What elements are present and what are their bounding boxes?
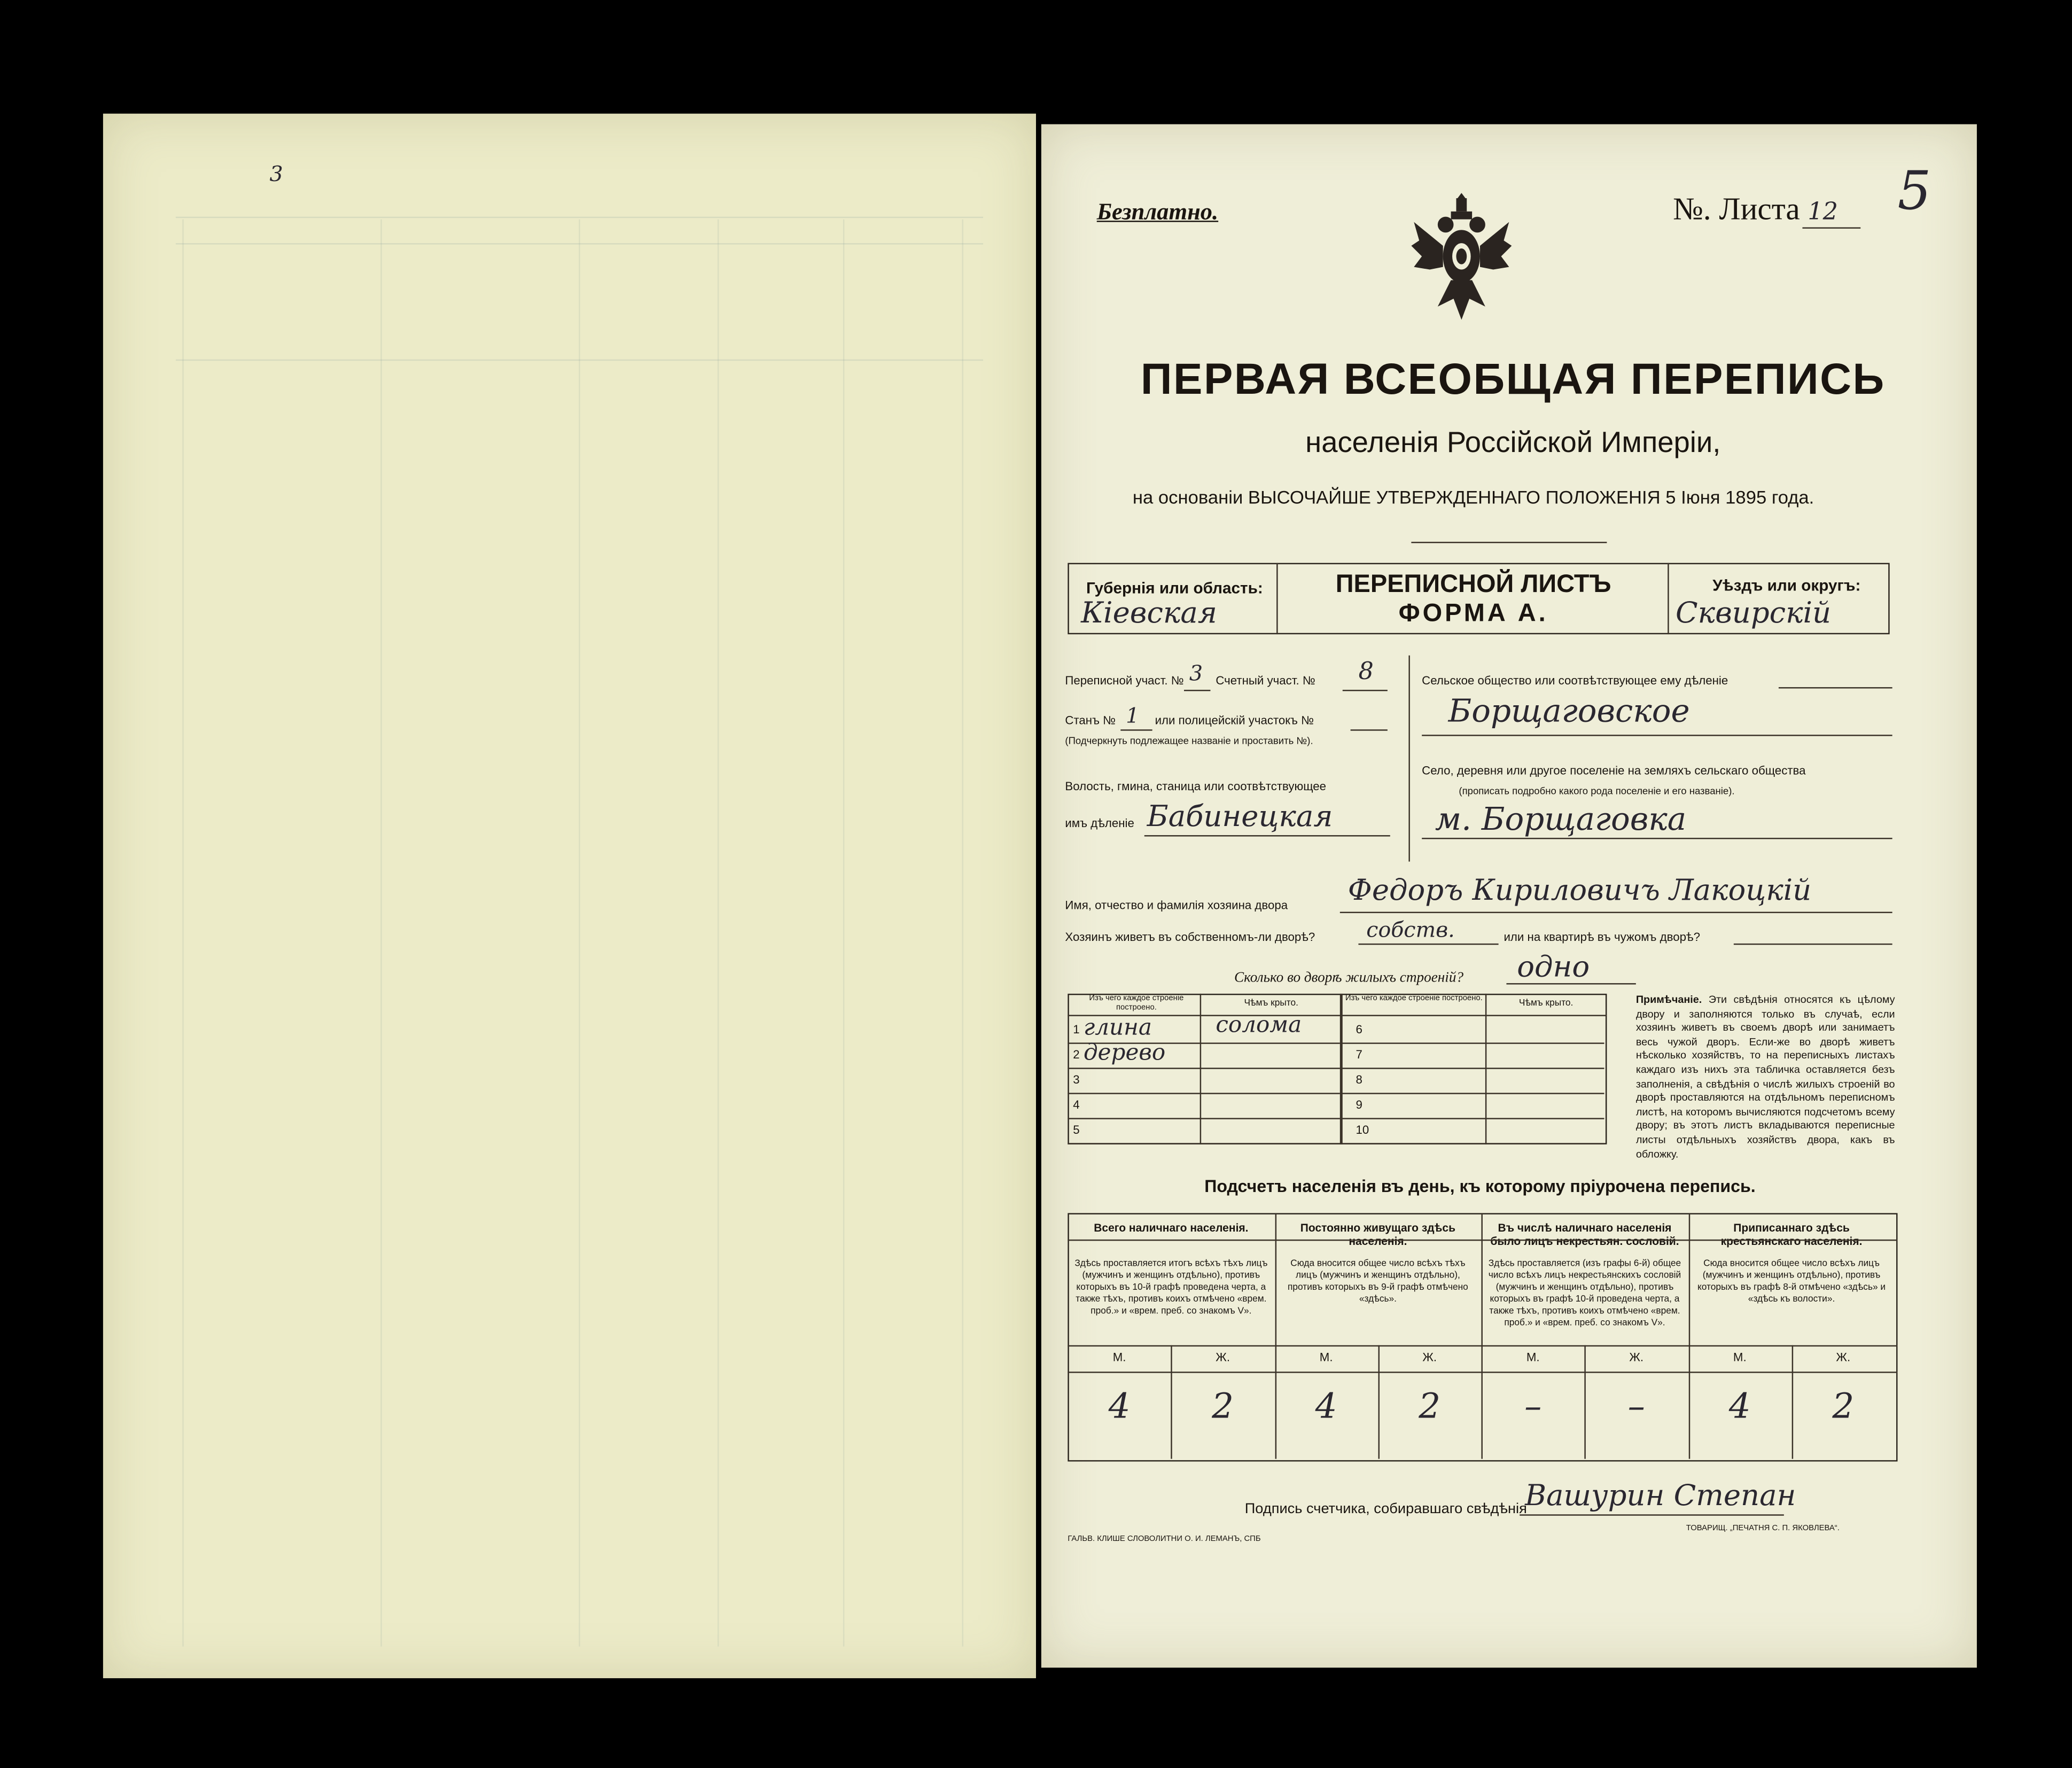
building-row-number: 10 xyxy=(1356,1123,1369,1136)
sheet-number-label: №. Листа xyxy=(1673,193,1800,228)
female-count: – xyxy=(1627,1387,1645,1428)
male-label: М. xyxy=(1526,1350,1540,1364)
female-label: Ж. xyxy=(1629,1350,1644,1364)
building-row-number: 6 xyxy=(1356,1023,1362,1036)
census-title: ПЕРВАЯ ВСЕОБЩАЯ ПЕРЕПИСЬ xyxy=(1140,354,1886,403)
building-row-number: 8 xyxy=(1356,1073,1362,1086)
female-label: Ж. xyxy=(1836,1350,1851,1364)
signature-label: Подпись счетчика, собиравшаго свѣдѣнія xyxy=(1244,1501,1527,1517)
imprint-right: ТОВАРИЩ. „ПЕЧАТНЯ С. П. ЯКОВЛЕВА“. xyxy=(1686,1525,1840,1533)
census-section-value: 3 xyxy=(1189,660,1203,686)
population-col-desc: Сюда вносится общее число всѣхъ тѣхъ лицъ (мужчинъ и женщинъ отдѣльно), противъ которыхъ въ 9-й графѣ отмѣчено «здѣсь». xyxy=(1288,1259,1468,1305)
stan-label: Станъ № xyxy=(1065,713,1116,727)
own-yard-value: собств. xyxy=(1366,917,1455,943)
stan-value: 1 xyxy=(1126,703,1140,728)
building-row-number: 9 xyxy=(1356,1098,1362,1111)
population-col-desc: Здѣсь проставляется (изъ графы 6-й) общее число всѣхъ лицъ некрестьянскихъ сословій (мужчинъ и женщинъ отдѣльно), противъ которыхъ въ графѣ 10-й проведена черта, а также тѣхъ, противъ коихъ отмѣчено «врем. проб.» и «врем. преб. со знакомъ V». xyxy=(1488,1259,1681,1328)
female-label: Ж. xyxy=(1216,1350,1230,1364)
gubernia-label: Губернія или область: xyxy=(1086,579,1263,597)
female-label: Ж. xyxy=(1422,1350,1437,1364)
census-section-label: Переписной участ. № xyxy=(1065,674,1184,688)
count-section-label: Счетный участ. № xyxy=(1216,674,1315,688)
building-row-number: 4 xyxy=(1073,1098,1080,1111)
note-title: Примѣчаніе. xyxy=(1635,993,1702,1006)
police-label: или полицейскій участокъ № xyxy=(1155,713,1314,727)
population-col-desc: Здѣсь проставляется итогъ всѣхъ тѣхъ лицъ (мужчинъ и женщинъ отдѣльно), противъ которыхъ въ 10-й графѣ проведена черта, а также тѣхъ, противъ коихъ отмѣчено «врем. проб.» и «врем. преб. со знакомъ V». xyxy=(1074,1259,1268,1317)
owner-label: Имя, отчество и фамилія хозяина двора xyxy=(1065,898,1288,912)
building-row-number: 2 xyxy=(1073,1048,1080,1061)
sheet-title: ПЕРЕПИСНОЙ ЛИСТЪ xyxy=(1335,571,1611,599)
village-label: Село, деревня или другое поселеніе на земляхъ сельскаго общества xyxy=(1422,764,1806,777)
male-count: 4 xyxy=(1315,1387,1337,1428)
own-yard-label: Хозяинъ живетъ въ собственномъ-ли дворѣ? xyxy=(1065,930,1315,944)
form-name: ФОРМА А. xyxy=(1398,599,1548,628)
volost-label: Волость, гмина, станица или соотвѣтствующее xyxy=(1065,780,1327,793)
volost-label-2: имъ дѣленіе xyxy=(1065,816,1134,830)
free-label: Безплатно. xyxy=(1096,198,1219,225)
building-row-number: 1 xyxy=(1073,1023,1080,1036)
ornament-rule xyxy=(1411,542,1607,543)
female-count: 2 xyxy=(1832,1387,1855,1428)
male-label: М. xyxy=(1112,1350,1126,1364)
building-material: дерево xyxy=(1084,1040,1166,1066)
male-count: 4 xyxy=(1728,1387,1751,1428)
building-roof: солома xyxy=(1216,1012,1302,1039)
signature-value: Вашурин Степан xyxy=(1525,1479,1796,1513)
population-col-title: Постоянно живущаго здѣсь населенія. xyxy=(1300,1221,1456,1248)
imprint-left: ГАЛЬВ. КЛИШЕ СЛОВОЛИТНИ О. И. ЛЕМАНЪ, СПБ xyxy=(1068,1535,1261,1544)
building-row-number: 5 xyxy=(1073,1123,1080,1136)
census-subtitle: населенія Россійской Имперіи, xyxy=(1305,425,1721,459)
volost-value: Бабинецкая xyxy=(1147,800,1333,834)
gubernia-value: Кіевская xyxy=(1081,597,1217,630)
count-section-value: 8 xyxy=(1358,658,1374,686)
uezd-label: Уѣздъ или округъ: xyxy=(1712,576,1861,595)
buildings-label: Сколько во дворѣ жилыхъ строеній? xyxy=(1234,970,1464,986)
population-col-desc: Сюда вносится общее число всѣхъ лицъ (мужчинъ и женщинъ отдѣльно), противъ которыхъ въ графѣ 8-й отмѣчено «здѣсь» и «здѣсь къ волости». xyxy=(1697,1259,1886,1305)
female-count: 2 xyxy=(1419,1387,1441,1428)
building-material: глина xyxy=(1084,1015,1152,1041)
census-basis: на основаніи ВЫСОЧАЙШЕ УТВЕРЖДЕННАГО ПОЛОЖЕНІЯ 5 Іюня 1895 года. xyxy=(1132,486,1814,508)
left-page xyxy=(103,114,1036,1678)
society-label: Сельское общество или соотвѣтствующее ему дѣленіе xyxy=(1422,674,1728,688)
left-corner-mark: 3 xyxy=(269,161,283,186)
village-value: м. Борщаговка xyxy=(1435,800,1687,838)
population-col-title: Въ числѣ наличнаго населенія было лицъ некрестьян. сословій. xyxy=(1490,1221,1679,1248)
male-count: – xyxy=(1524,1387,1542,1428)
col-material-header: Изъ чего каждое строеніе построено. xyxy=(1089,995,1184,1012)
male-label: М. xyxy=(1319,1350,1333,1364)
note-block xyxy=(1636,994,1895,1162)
apartment-label: или на квартирѣ въ чужомъ дворѣ? xyxy=(1504,930,1701,944)
village-note: (прописать подробно какого рода поселеніе и его названіе). xyxy=(1459,785,1735,797)
note-text: Эти свѣдѣнія относятся къ цѣлому двору и заполняются только въ случаѣ, если хозяинъ живетъ въ своемъ дворѣ или занимаетъ весь чужой дворъ. Если-же во дворѣ живетъ нѣсколько хозяйствъ, то на переписныхъ листахъ каждаго изъ нихъ эта табличка оставляется безъ заполненія, а свѣдѣнія о числѣ жилыхъ строеній во дворѣ проставляются на отдѣльномъ переписномъ листѣ, на которомъ вычисляются подсчетомъ всему двору; въ этотъ листъ вкладываются переписные листы отдѣльныхъ хозяйствъ двора, какъ въ обложку. xyxy=(1635,993,1895,1160)
uezd-value: Сквирскій xyxy=(1676,597,1832,630)
society-value: Борщаговское xyxy=(1448,692,1690,730)
population-col-title: Приписаннаго здѣсь крестьянскаго населенія. xyxy=(1720,1221,1863,1248)
building-row-number: 3 xyxy=(1073,1073,1080,1086)
population-col-title: Всего наличнаго населенія. xyxy=(1094,1221,1249,1234)
population-heading: Подсчетъ населенія въ день, къ которому пріурочена перепись. xyxy=(1204,1176,1756,1196)
col-material-header-right: Изъ чего каждое строеніе построено. xyxy=(1345,995,1483,1003)
male-count: 4 xyxy=(1108,1387,1131,1428)
male-label: М. xyxy=(1733,1350,1747,1364)
sheet-number-value: 12 xyxy=(1808,198,1838,226)
female-count: 2 xyxy=(1212,1387,1234,1428)
col-roof-header-right: Чѣмъ крыто. xyxy=(1518,999,1574,1009)
building-row-number: 7 xyxy=(1356,1048,1362,1061)
owner-value: Федоръ Кириловичъ Лакоцкій xyxy=(1347,875,1812,908)
underline-note: (Подчеркнуть подлежащее названіе и проставить №). xyxy=(1065,735,1313,747)
col-roof-header: Чѣмъ крыто. xyxy=(1244,999,1298,1009)
buildings-value: одно xyxy=(1517,951,1590,985)
corner-page-number: 5 xyxy=(1897,161,1931,222)
imperial-eagle-emblem xyxy=(1411,193,1512,330)
